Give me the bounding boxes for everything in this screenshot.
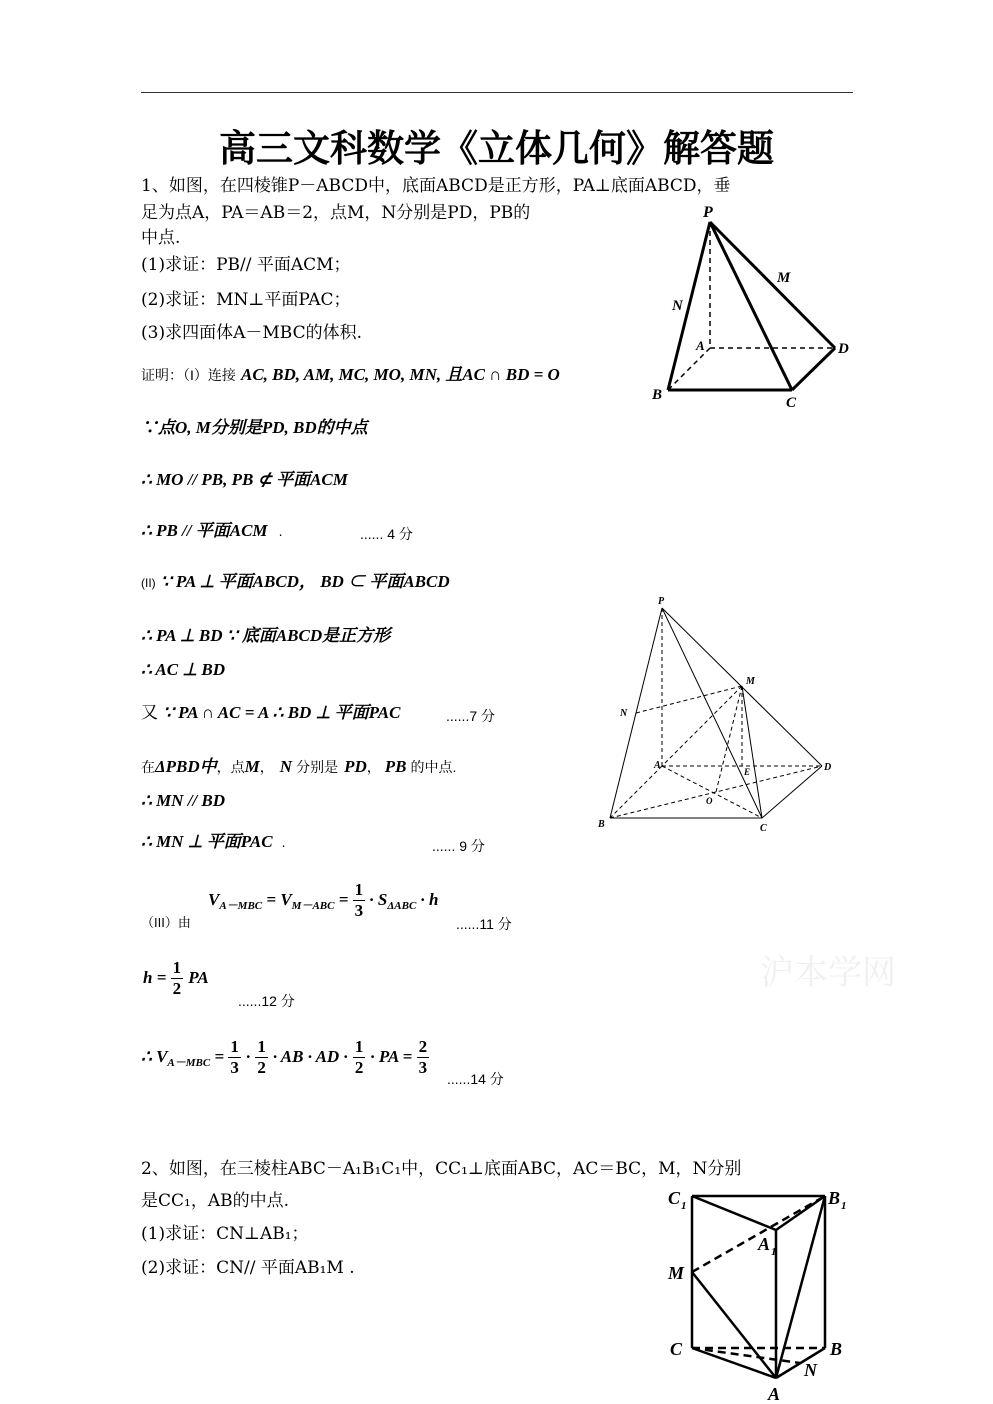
fig3-label-b: B	[830, 1339, 843, 1359]
q2-stem-line1: 2、如图，在三棱柱ABC－A₁B₁C₁中，CC₁⊥底面ABC，AC＝BC，M，N分别	[141, 1159, 742, 1179]
sol-III-sub3: ΔABC	[387, 900, 417, 913]
h-lhs: h =	[143, 968, 171, 987]
sol-III-frac-den: 3	[354, 901, 364, 920]
fig2-label-p: P	[658, 596, 665, 607]
sol-line1-math: AC, BD, AM, MC, MO, MN, 且AC ∩ BD = O	[240, 365, 560, 384]
sol-III-frac	[353, 880, 366, 921]
v-frac1	[228, 1037, 241, 1078]
score-9: ...... 9 分	[432, 838, 485, 854]
sol-III-v: V	[208, 890, 220, 909]
sol-line5	[141, 567, 450, 592]
sol-line8	[141, 698, 400, 723]
sol-III-tail: · S	[365, 890, 388, 909]
sol-line1-prefix: 证明：（I）连接	[141, 367, 236, 383]
sol-line4-dot: .	[278, 523, 283, 539]
sol-line4	[141, 516, 283, 541]
q1-part1: (1)求证：PB// 平面ACM；	[141, 255, 351, 275]
sol-line9-math: ΔPBD中	[155, 757, 217, 776]
sol-III-sub1: A－MBC	[219, 900, 263, 913]
page-title: 高三文科数学《立体几何》解答题	[219, 127, 774, 170]
sol-line9-mid2: ，	[259, 759, 274, 775]
sol-line1	[141, 360, 560, 385]
v-eq: =	[210, 1047, 229, 1066]
q2-stem-line2: 是CC₁，AB的中点.	[141, 1191, 290, 1211]
sol-line9-n: N	[279, 757, 293, 776]
fig2-label-m: M	[746, 676, 755, 687]
h-frac-den: 2	[172, 979, 182, 998]
v-frac2-den: 2	[257, 1058, 266, 1077]
fig3-label-a1-sub: 1	[771, 1246, 777, 1258]
score-12: ......12 分	[238, 993, 295, 1009]
v-frac4-num: 2	[418, 1037, 428, 1056]
volume-formula	[141, 1037, 429, 1078]
fig2-label-a: A	[654, 760, 661, 771]
fig1-label-c: C	[786, 395, 797, 411]
fig3-label-n: N	[804, 1360, 817, 1380]
v-dot1: ·	[245, 1047, 251, 1066]
sol-line9-mid4: ，	[366, 759, 381, 775]
sol-II-prefix: (II)	[141, 576, 156, 590]
sol-line9-end: 的中点.	[410, 759, 457, 775]
fig1-label-d: D	[838, 341, 849, 357]
fig3-label-c1: C	[668, 1188, 681, 1208]
q2-part1: (1)求证：CN⊥AB₁；	[141, 1224, 309, 1244]
top-rule	[141, 92, 853, 93]
sol-line8-prefix: 又	[141, 703, 158, 723]
v-lhs: ∴ V	[141, 1047, 168, 1066]
h-rhs: PA	[188, 968, 209, 987]
fig1-label-m: M	[777, 270, 791, 286]
figure-prism	[660, 1180, 860, 1402]
sol-line2: ∵点O, M分别是PD, BD的中点	[141, 418, 368, 437]
fig3-label-a1: A	[758, 1234, 771, 1254]
fig2-label-c: C	[760, 823, 767, 834]
fig3-label-b1: B	[828, 1188, 841, 1208]
v-frac4	[417, 1037, 430, 1078]
v-frac2	[255, 1037, 268, 1078]
sol-III-eq1: = V	[262, 890, 292, 909]
sol-line7: ∴ AC ⊥ BD	[141, 660, 226, 679]
sol-line11-dot: .	[281, 834, 286, 850]
sol-line11	[141, 827, 286, 852]
score-14: ......14 分	[447, 1071, 504, 1087]
v-frac1-num: 1	[230, 1037, 239, 1056]
fig3-label-a: A	[768, 1384, 781, 1402]
sol-III-sub2: M－ABC	[291, 900, 335, 913]
fig1-label-p: P	[703, 204, 713, 221]
h-formula	[143, 958, 209, 999]
score-11: ......11 分	[456, 916, 512, 932]
q1-stem-line3: 中点.	[141, 228, 181, 248]
fig3-label-c: C	[670, 1339, 683, 1359]
v-frac3	[353, 1037, 366, 1078]
h-frac	[171, 958, 184, 999]
v-sub: A－MBC	[167, 1057, 211, 1070]
sol-line3: ∴ MO // PB, PB ⊄ 平面ACM	[141, 470, 348, 489]
watermark: 沪本学网	[760, 953, 896, 993]
q1-part2: (2)求证：MN⊥平面PAC；	[141, 290, 351, 310]
sol-line9-mid1: ，点	[216, 759, 245, 775]
fig2-label-n: N	[620, 708, 628, 719]
sol-line9-prefix: 在	[141, 759, 155, 775]
sol-III-tail2: · h	[416, 890, 439, 909]
fig1-label-a: A	[696, 338, 705, 353]
sol-line9	[141, 752, 456, 777]
fig1-label-b: B	[652, 387, 663, 403]
h-frac-num: 1	[172, 958, 182, 977]
sol-line10: ∴ MN // BD	[141, 791, 226, 810]
v-mid: · AB · AD ·	[272, 1047, 348, 1066]
score-4: ...... 4 分	[360, 526, 413, 542]
figure-pyramid-1	[640, 200, 870, 415]
fig3-label-c1-sub: 1	[681, 1200, 687, 1212]
figure-pyramid-2	[590, 590, 845, 840]
sol-line8-math: ∵ PA ∩ AC = A ∴ BD ⊥ 平面PAC	[163, 703, 401, 722]
v-frac1-den: 3	[230, 1058, 239, 1077]
sol-II-math: ∵ PA ⊥ 平面ABCD， BD ⊂ 平面ABCD	[160, 572, 450, 591]
sol-line9-pb: PB	[384, 757, 407, 776]
fig2-label-b: B	[598, 819, 605, 830]
sol-line9-m: M	[244, 757, 260, 776]
fig2-label-o: O	[706, 796, 713, 806]
sol-III-formula	[208, 880, 439, 921]
sol-III-prefix: （III）由	[141, 915, 191, 930]
score-7: ......7 分	[446, 708, 496, 724]
sol-line11-math: ∴ MN ⊥ 平面PAC	[141, 832, 273, 851]
sol-III-eq2: =	[334, 890, 353, 909]
fig1-label-n: N	[672, 298, 683, 314]
q2-part2: (2)求证：CN// 平面AB₁M .	[141, 1258, 355, 1278]
v-frac3-den: 2	[354, 1058, 364, 1077]
sol-line9-mid3: 分别是	[296, 759, 339, 775]
sol-line9-pd: PD	[344, 757, 367, 776]
sol-III-frac-num: 1	[354, 880, 364, 899]
fig2-label-d: D	[824, 762, 832, 773]
fig3-label-b1-sub: 1	[841, 1200, 847, 1212]
q1-stem-line1: 1、如图，在四棱锥P－ABCD中，底面ABCD是正方形，PA⊥底面ABCD，垂	[141, 176, 731, 196]
q1-part3: (3)求四面体A－MBC的体积.	[141, 323, 362, 343]
v-frac4-den: 3	[418, 1058, 428, 1077]
v-pa: · PA =	[370, 1047, 417, 1066]
v-frac3-num: 1	[354, 1037, 364, 1056]
sol-line4-math: ∴ PB // 平面ACM	[141, 521, 268, 540]
fig3-label-m: M	[668, 1263, 685, 1283]
v-frac2-num: 1	[257, 1037, 266, 1056]
fig2-label-e: E	[744, 767, 751, 777]
sol-line6: ∴ PA ⊥ BD ∵ 底面ABCD是正方形	[141, 626, 391, 645]
q1-stem-line2: 足为点A，PA＝AB＝2，点M，N分别是PD，PB的	[141, 203, 531, 223]
